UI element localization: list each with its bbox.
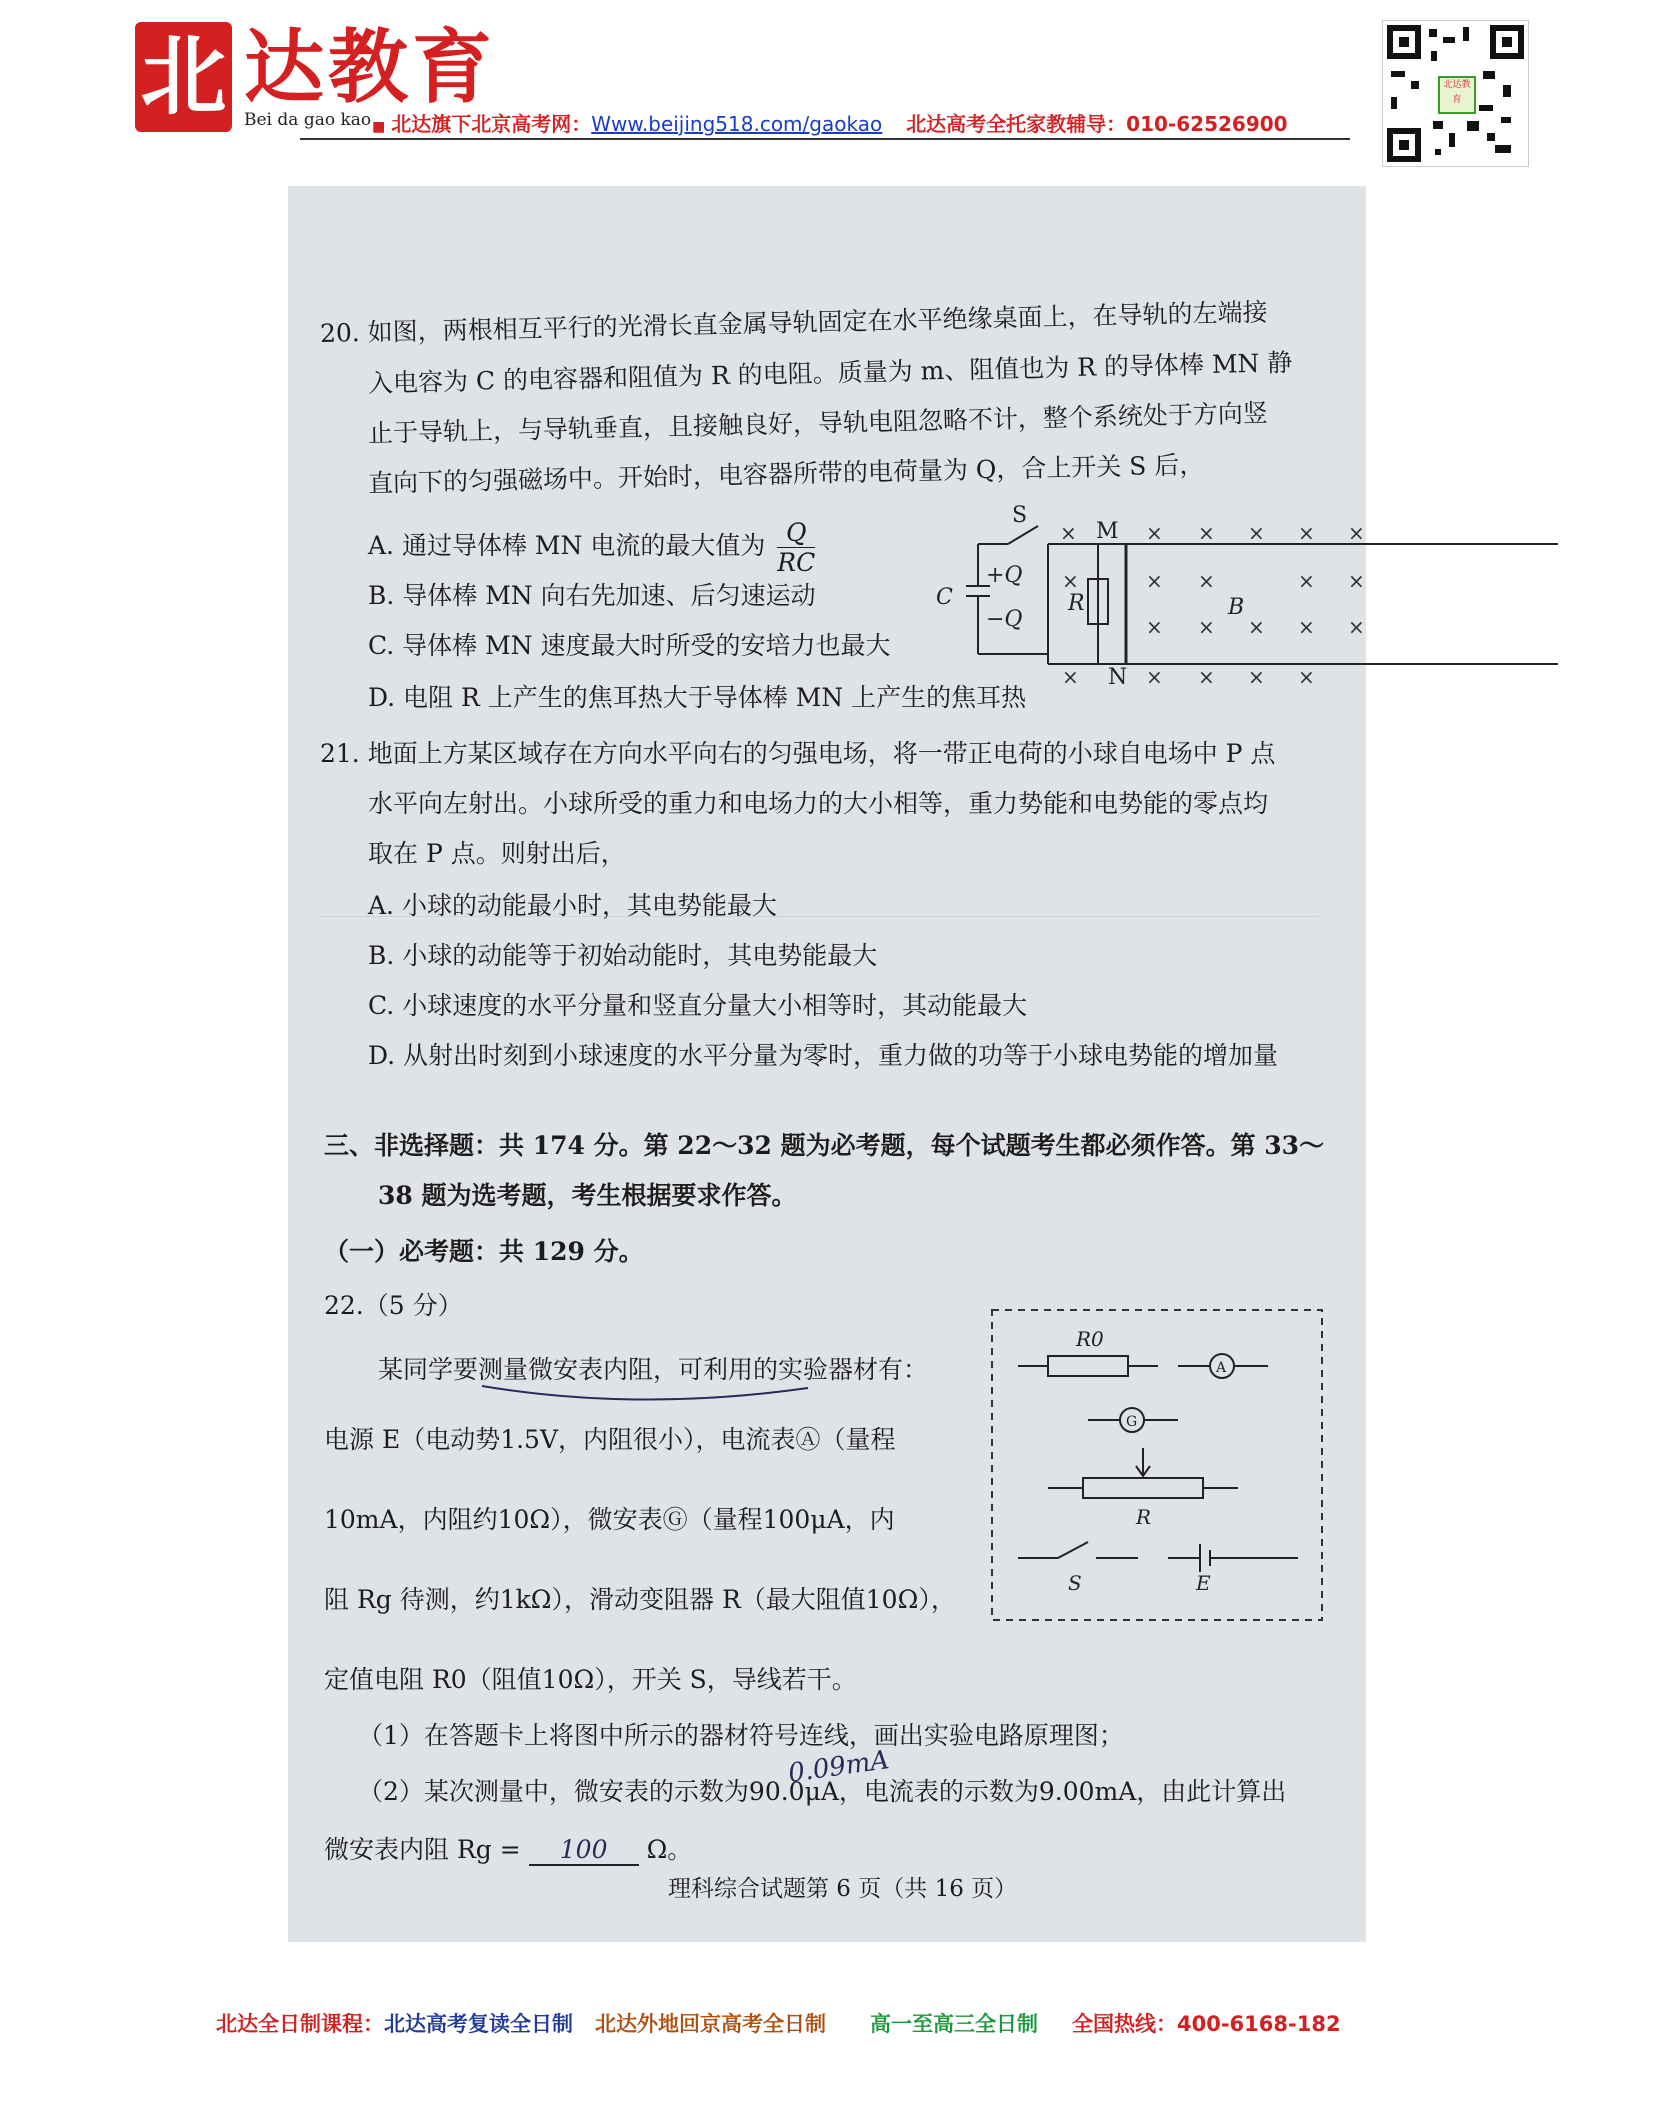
q22-part-2: （2）某次测量中，微安表的示数为90.0μA，电流表的示数为9.00mA，由此计算出: [358, 1777, 1287, 1806]
q20-stem-line-1: 20. 如图，两根相互平行的光滑长直金属导轨固定在水平绝缘桌面上，在导轨的左端接: [319, 297, 1268, 348]
svg-text:×: ×: [1298, 521, 1315, 545]
fig-label-r: R: [1068, 591, 1085, 616]
footer-hotline: 全国热线：400-6168-182: [1072, 2012, 1341, 2036]
answer-unit: Ω。: [646, 1835, 693, 1864]
q22-line-5: 定值电阻 R0（阻值10Ω），开关 S，导线若干。: [324, 1665, 857, 1694]
q22-line-2: 电源 E（电动势1.5V，内阻很小），电流表Ⓐ（量程: [324, 1425, 896, 1454]
fig-label-minus-q: −Q: [986, 607, 1023, 632]
brand-name-cn: 达教育: [244, 20, 496, 114]
header-info: [372, 108, 1288, 137]
fig-label-s: S: [1012, 504, 1028, 528]
q20-option-a: [368, 518, 815, 577]
brand-logo-mark: [135, 22, 232, 132]
svg-text:×: ×: [1146, 615, 1163, 639]
svg-text:×: ×: [1348, 569, 1365, 593]
q22-line-4: 阻 Rg 待测，约1kΩ），滑动变阻器 R（最大阻值10Ω），: [324, 1585, 956, 1614]
q22-line-1: 某同学要测量微安表内阻，可利用的实验器材有：: [378, 1355, 929, 1384]
q20-option-a-text: A. 通过导体棒 MN 电流的最大值为: [368, 531, 766, 560]
q21-option-d: D. 从射出时刻到小球速度的水平分量为零时，重力做的功等于小球电势能的增加量: [368, 1041, 1279, 1070]
q20-circuit-figure: [928, 504, 1568, 684]
q20-stem-line-4: 直向下的匀强磁场中。开始时，电容器所带的电荷量为 Q，合上开关 S 后，: [367, 450, 1205, 498]
q21-stem-line-2: 水平向左射出。小球所受的重力和电场力的大小相等，重力势能和电势能的零点均: [368, 789, 1269, 818]
fig-label-r0: R0: [1076, 1327, 1104, 1351]
svg-text:×: ×: [1298, 665, 1315, 684]
site-label: 北达旗下北京高考网：: [391, 112, 592, 136]
qr-code-icon: [1382, 20, 1529, 167]
fig-label-s: S: [1068, 1571, 1082, 1595]
footer-course-2[interactable]: 北达外地回京高考全日制: [595, 2012, 826, 2036]
q22-line-3: 10mA，内阻约10Ω），微安表Ⓖ（量程100μA，内: [324, 1505, 895, 1534]
svg-text:×: ×: [1062, 665, 1079, 684]
svg-text:×: ×: [1298, 569, 1315, 593]
fig-label-b: B: [1228, 595, 1245, 620]
fig-label-r: R: [1136, 1505, 1152, 1529]
q20-stem-line-2: 入电容为 C 的电容器和阻值为 R 的电阻。质量为 m、阻值也为 R 的导体棒 MN 静: [367, 348, 1293, 398]
fig-label-c: C: [936, 585, 953, 610]
q22-answer-line: [324, 1830, 692, 1866]
header-divider: [300, 138, 1350, 140]
svg-text:×: ×: [1198, 521, 1215, 545]
bullet-icon: ■: [372, 119, 386, 135]
svg-text:×: ×: [1146, 665, 1163, 684]
exam-page-number: 理科综合试题第 6 页（共 16 页）: [668, 1876, 1018, 1902]
fig-label-m: M: [1096, 519, 1119, 544]
q22-title: 22.（5 分）: [324, 1291, 463, 1320]
footer-course-3[interactable]: 高一至高三全日制: [870, 2012, 1038, 2036]
answer-blank: 100: [529, 1835, 639, 1866]
q21-option-b: B. 小球的动能等于初始动能时，其电势能最大: [368, 941, 878, 970]
handwritten-underline: [478, 1378, 818, 1408]
answer-prefix: 微安表内阻 Rg =: [324, 1835, 521, 1864]
svg-text:×: ×: [1348, 521, 1365, 545]
logo-char: 北: [140, 26, 227, 127]
part3-heading-line-2: 38 题为选考题，考生根据要求作答。: [378, 1181, 797, 1210]
switch-blade: [1008, 526, 1038, 544]
q21-stem-line-1: 21. 地面上方某区域存在方向水平向右的匀强电场，将一带正电荷的小球自电场中 P 点: [320, 739, 1276, 768]
q22-part-1: （1）在答题卡上将图中所示的器材符号连线，画出实验电路原理图；: [358, 1721, 1124, 1750]
part3-subheading: （一）必考题：共 129 分。: [324, 1237, 644, 1266]
svg-text:×: ×: [1348, 615, 1365, 639]
handwritten-note: 0.09mA: [786, 1745, 891, 1789]
exam-page-photo: [288, 186, 1366, 1942]
ammeter-a-label: A: [1216, 1360, 1227, 1376]
q20-option-c: C. 导体棒 MN 速度最大时所受的安培力也最大: [368, 631, 891, 660]
q20-stem-line-3: 止于导轨上，与导轨垂直，且接触良好，导轨电阻忽略不计，整个系统处于方向竖: [367, 398, 1269, 448]
q22-components-figure: [988, 1306, 1328, 1626]
fraction-numerator: Q: [777, 518, 815, 548]
svg-text:×: ×: [1062, 569, 1079, 593]
site-link[interactable]: Www.beijing518.com/gaokao: [591, 112, 883, 136]
svg-text:×: ×: [1198, 665, 1215, 684]
svg-text:×: ×: [1146, 521, 1163, 545]
svg-text:×: ×: [1198, 615, 1215, 639]
fig-label-plus-q: +Q: [986, 563, 1023, 588]
q20-option-b: B. 导体棒 MN 向右先加速、后匀速运动: [368, 581, 816, 610]
tutor-label: 北达高考全托家教辅导：010-62526900: [906, 112, 1288, 136]
svg-text:×: ×: [1198, 569, 1215, 593]
q20-option-d: D. 电阻 R 上产生的焦耳热大于导体棒 MN 上产生的焦耳热: [368, 683, 1027, 712]
footer-bar: [216, 2008, 1341, 2038]
q21-option-a: A. 小球的动能最小时，其电势能最大: [368, 891, 777, 920]
galvanometer-g-label: G: [1126, 1414, 1138, 1430]
svg-text:×: ×: [1060, 521, 1077, 545]
svg-text:×: ×: [1146, 569, 1163, 593]
svg-text:×: ×: [1248, 665, 1265, 684]
qr-center-logo: 北达教育: [1438, 76, 1476, 114]
svg-text:×: ×: [1298, 615, 1315, 639]
brand-name-en: Bei da gao kao: [244, 110, 372, 130]
svg-text:×: ×: [1248, 521, 1265, 545]
fraction-denominator: RC: [777, 548, 816, 577]
magnetic-field-crosses: [1060, 521, 1365, 684]
footer-course-1[interactable]: 北达高考复读全日制: [384, 2012, 573, 2036]
svg-text:×: ×: [1248, 615, 1265, 639]
q21-option-c: C. 小球速度的水平分量和竖直分量大小相等时，其动能最大: [368, 991, 1028, 1020]
fig-label-e: E: [1196, 1571, 1211, 1595]
fig-label-n: N: [1108, 665, 1128, 684]
footer-label: 北达全日制课程：: [216, 2012, 384, 2036]
q20-option-a-fraction: [777, 518, 815, 577]
part3-heading-line-1: 三、非选择题：共 174 分。第 22～32 题为必考题，每个试题考生都必须作答。第 33～: [324, 1131, 1325, 1160]
q21-stem-line-3: 取在 P 点。则射出后，: [368, 839, 626, 868]
